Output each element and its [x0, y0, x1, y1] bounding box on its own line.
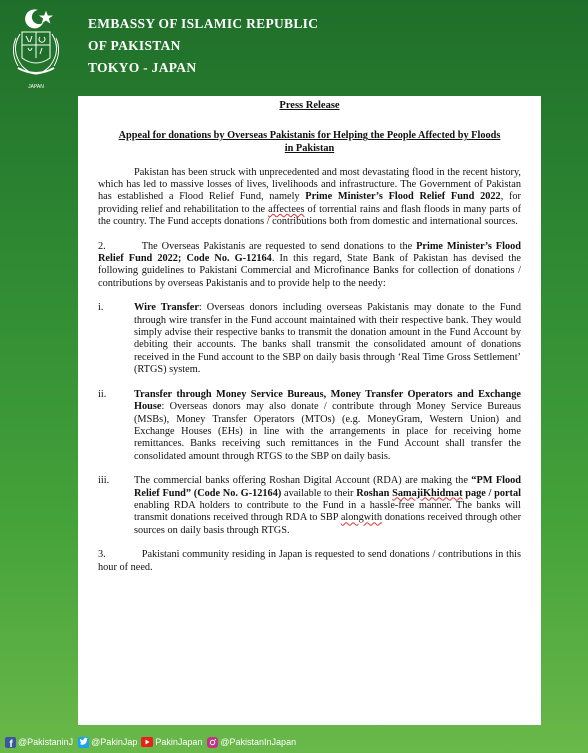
title-line-1: EMBASSY OF ISLAMIC REPUBLIC	[88, 16, 319, 31]
instagram-link[interactable]	[206, 736, 296, 748]
youtube-handle: PakinJapan	[155, 737, 203, 747]
instagram-icon	[206, 736, 218, 748]
social-footer	[0, 731, 588, 753]
twitter-link[interactable]	[77, 736, 137, 748]
youtube-link[interactable]	[141, 736, 202, 748]
facebook-handle: @PakistaninJ	[18, 737, 74, 747]
paragraph-3: 3. Pakistani community residing in Japan is requested to send donations / contributions in this hour of need.	[98, 549, 521, 573]
title-line-2: OF PAKISTAN	[88, 38, 181, 53]
guideline-item-wire-transfer: i. Wire Transfer: Overseas donors including overseas Pakistanis may donate to the Fund through wire transfer in the Fund account maintained with their respective bank. They would simply advise their respective banks to transmit the donation amount in the Fund Account by debiting their accounts. The banks shall transmit the consolidated amount of donations received in the Fund account to the SBP on daily basis through ‘Real Time Gross Settlement’ (RTGS) system.	[98, 302, 521, 376]
embassy-title	[88, 13, 318, 79]
emblem-caption: JAPAN	[28, 84, 44, 90]
paragraph-1: Pakistan has been struck with unprecedented and most devastating flood in the recent history, which has led to massive losses of lives, livelihoods and infrastructure. The Government of Pakistan has established a Flood Relief Fund, namely Prime Minister’s Flood Relief Fund 2022, for providing relief and rehabilitation to the affectees of torrential rains and flash floods in many parts of the country. The Fund accepts donations / contributions both from domestic and international sources.	[98, 166, 522, 228]
twitter-icon	[77, 736, 89, 748]
twitter-handle: @PakinJap	[91, 737, 138, 747]
svg-text:f: f	[8, 738, 13, 748]
facebook-link[interactable]	[4, 736, 73, 748]
press-release-heading: Press Release	[279, 100, 340, 111]
guideline-item-money-transfer: ii. Transfer through Money Service Bureaus, Money Transfer Operators and Exchange House: Overseas donors may also donate / contribute through Money Service Bureaus (MSBs), Money Transfer Operators (MTOs) (e.g. MoneyGram, Western Union) and Exchange Houses (EHs) in line with the arrangements in place for receiving home remittances. Banks receiving such remittances in the Fund Account shall transfer the consolidated amount through RTGS to the SBP on daily basis.	[98, 388, 521, 462]
youtube-icon	[141, 736, 153, 748]
header	[0, 0, 588, 95]
instagram-handle: @PakistanInJapan	[220, 737, 297, 747]
press-release-document	[78, 96, 541, 725]
guideline-item-roshan-digital: iii. The commercial banks offering Roshan Digital Account (RDA) are making the “PM Flood Relief Fund” (Code No. G-12164) available to their Roshan SamajiKhidmat page / portal enabling RDA holders to contribute to the Fund in a hassle-free manner. The banks will transmit donations received through RDA to SBP alongwith donations received through other sources on daily basis through RTGS.	[98, 475, 522, 536]
appeal-title: Appeal for donations by Overseas Pakistanis for Helping the People Affected by Floods in Pakistan	[118, 130, 501, 154]
paragraph-2: 2. The Overseas Pakistanis are requested to send donations to the Prime Minister’s Flood Relief Fund 2022; Code No. G-12164. In this regard, State Bank of Pakistan has devised the following guidelines to Pakistani Commercial and Microfinance Banks for collection of donations / contributions by overseas Pakistanis and to provide help to the needy:	[98, 240, 521, 289]
facebook-icon	[4, 736, 16, 748]
pakistan-emblem-logo	[6, 4, 66, 92]
title-line-3: TOKYO - JAPAN	[88, 60, 197, 75]
